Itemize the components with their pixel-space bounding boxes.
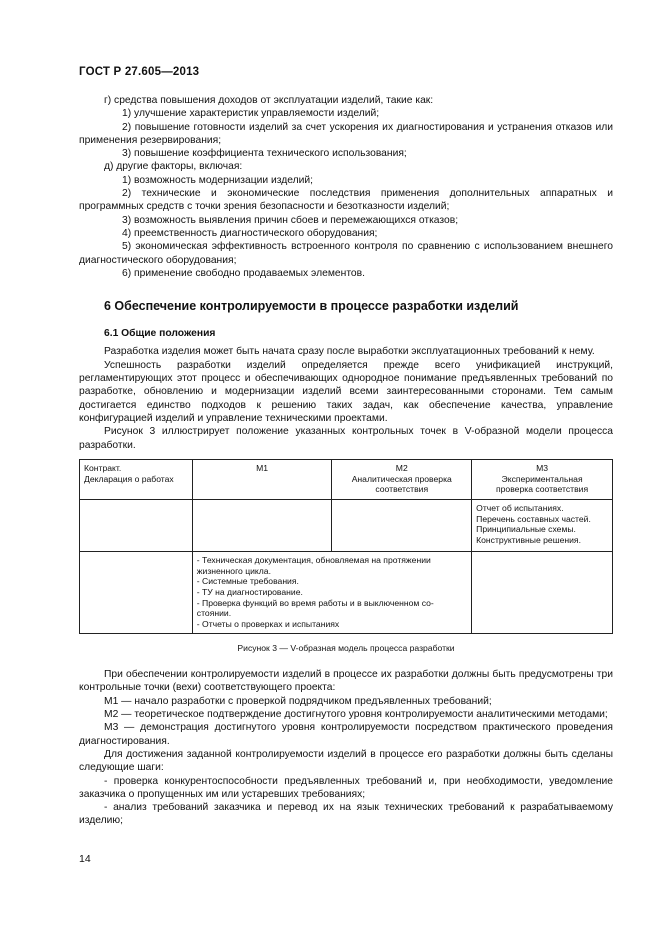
table-cell-empty — [80, 551, 193, 633]
table-cell-documentation: - Техническая документация, обновляемая на протяжении жизненного цикла. - Системные требования. - ТУ на диагностирование. - Проверка функций во время работы и в выключенном со- стоянии. - Отчеты о проверках и испытаниях — [192, 551, 471, 633]
milestone-m1: М1 — начало разработки с проверкой подрядчиком предъявленных требований; — [104, 695, 492, 707]
table-cell-empty — [192, 499, 332, 551]
subsection-title: 6.1 Общие положения — [104, 328, 216, 340]
document-body — [79, 94, 613, 828]
list-item: 5) экономическая эффективность встроенного контроля по сравнению с использованием внешнего диагностического оборудования; — [79, 241, 613, 266]
figure-caption: Рисунок 3 — V-образная модель процесса разработки — [237, 642, 455, 653]
paragraph: Разработка изделия может быть начата сразу после выработки эксплуатационных требований к нему. — [104, 346, 595, 358]
milestone-m2: М2 — теоретическое подтверждение достигнутого уровня контролируемости аналитическими методами; — [104, 709, 608, 721]
table-cell-contract: Контракт. Декларация о работах — [80, 459, 193, 499]
table-cell-empty — [80, 499, 193, 551]
list-item: 3) возможность выявления причин сбоев и перемежающихся отказов; — [122, 214, 459, 226]
milestone-m3: М3 — демонстрация достигнутого уровня контролируемости посредством практического проведения диагностирования. — [79, 722, 613, 747]
list-intro: д) другие факторы, включая: — [104, 161, 243, 173]
paragraph: Рисунок 3 иллюстрирует положение указанных контрольных точек в V-образной модели процесса разработки. — [79, 426, 613, 451]
list-item: 4) преемственность диагностического оборудования; — [122, 227, 378, 239]
figure-3-table — [79, 459, 613, 634]
table-cell-m2: М2 Аналитическая проверка соответствия — [332, 459, 472, 499]
paragraph: Успешность разработки изделий определяется прежде всего унификацией инструкций, регламентирующих этот процесс и обеспечивающих однородное понимание предъявленных требований по разработке, обновлению и модернизации изделий всеми заинтересованными сторонами. Тем самым достигается единство подходов к решению таких задач, как обеспечение качества, управление конфигурацией изделий и управление техническими проектами. — [79, 359, 613, 424]
table-cell-empty — [332, 499, 472, 551]
paragraph: Для достижения заданной контролируемости изделий в процессе его разработки должны быть сделаны следующие шаги: — [79, 748, 613, 774]
list-intro: г) средства повышения доходов от эксплуатации изделий, такие как: — [104, 95, 434, 106]
paragraph: При обеспечении контролируемости изделий в процессе их разработки должны быть предусмотрены три контрольные точки (вехи) соответствующего проекта: — [79, 669, 613, 694]
list-item: - анализ требований заказчика и перевод их на язык технических требований к разрабатываемому изделию; — [79, 802, 613, 827]
list-item: 1) улучшение характеристик управляемости изделий; — [122, 108, 380, 120]
list-item: 2) технические и экономические последствия применения дополнительных аппаратных и программных средств с точки зрения безопасности и безотказности изделий; — [79, 188, 613, 213]
list-item: - проверка конкурентоспособности предъявленных требований и, при необходимости, уведомление заказчика о пропущенных им или устаревших требованиях; — [79, 775, 613, 800]
list-item: 2) повышение готовности изделий за счет ускорения их диагностирования и устранения отказов или применения резервирования; — [79, 121, 613, 146]
document-header: ГОСТ Р 27.605—2013 — [79, 66, 200, 78]
page-number: 14 — [79, 853, 91, 865]
list-item: 1) возможность модернизации изделий; — [122, 174, 313, 186]
table-cell-m3: М3 Экспериментальная проверка соответствия — [472, 459, 613, 499]
table-cell-reports: Отчет об испытаниях. Перечень составных частей. Принципиальные схемы. Конструктивные решения. — [472, 499, 613, 551]
section-title: 6 Обеспечение контролируемости в процессе разработки изделий — [104, 299, 519, 314]
list-item: 6) применение свободно продаваемых элементов. — [122, 267, 365, 279]
list-item: 3) повышение коэффициента технического использования; — [122, 148, 407, 160]
table-cell-empty — [472, 551, 613, 633]
table-cell-m1: М1 — [192, 459, 332, 499]
